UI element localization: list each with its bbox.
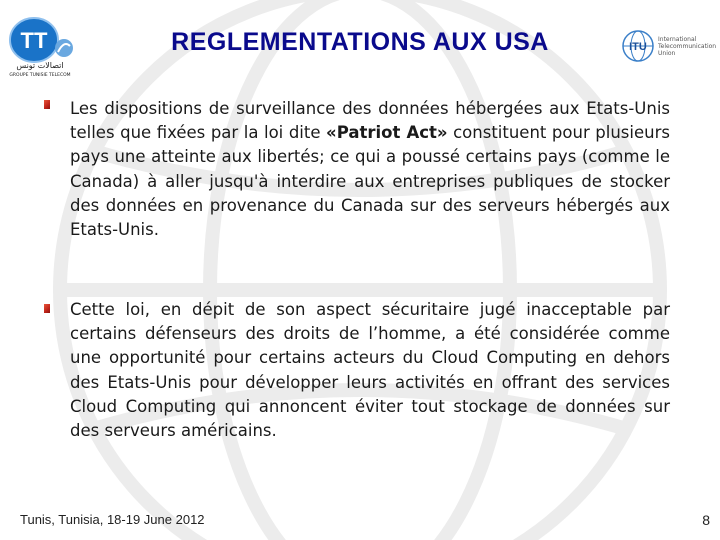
tt-tagline-text: GROUPE TUNISIE TELECOM [9, 73, 71, 78]
page-number: 8 [702, 512, 710, 528]
bullet-paragraph-2: Cette loi, en dépit de son aspect sécuritaire jugé inacceptable par certains défenseurs des droits de l’homme, a été considérée comme une opportunité pour certains acteurs du Cloud Computing en dehors des Etats-Unis pour développer leurs activités en offrant des services Cloud Computing qui annoncent éviter tout stockage de données sur des serveurs américains. [70, 300, 670, 441]
bullet-marker [44, 100, 50, 109]
itu-logo [620, 26, 716, 66]
itu-line-2: Telecommunication [658, 43, 716, 50]
page-title: REGLEMENTATIONS AUX USA [171, 28, 549, 56]
patriot-act-emphasis: «Patriot Act» [326, 123, 448, 143]
itu-brand-text: ITU [629, 41, 647, 53]
bullet-paragraph-1 [70, 97, 670, 242]
footer-event: Tunis, Tunisia, 18-19 June 2012 [20, 512, 205, 527]
itu-line-3: Union [658, 50, 676, 57]
bullet-1-text-before: Les dispositions de surveillance des données hébergées aux Etats-Unis telles que fixées par la loi dite [70, 99, 670, 143]
tt-brand-text: TT [20, 28, 48, 53]
bullet-1-text-after: constituent pour plusieurs pays une atteinte aux libertés; ce qui a poussé certains pays (comme le Canada) à aller jusqu'à interdire aux entreprises publiques de stocker des données en provenance du Canada sur des serveurs hébergés aux Etats-Unis. [70, 123, 670, 240]
itu-line-1: International [658, 36, 697, 43]
tunisie-telecom-logo [4, 10, 76, 78]
tt-arabic-text: اتصالات تونس [16, 61, 64, 70]
bullet-marker [44, 304, 50, 313]
